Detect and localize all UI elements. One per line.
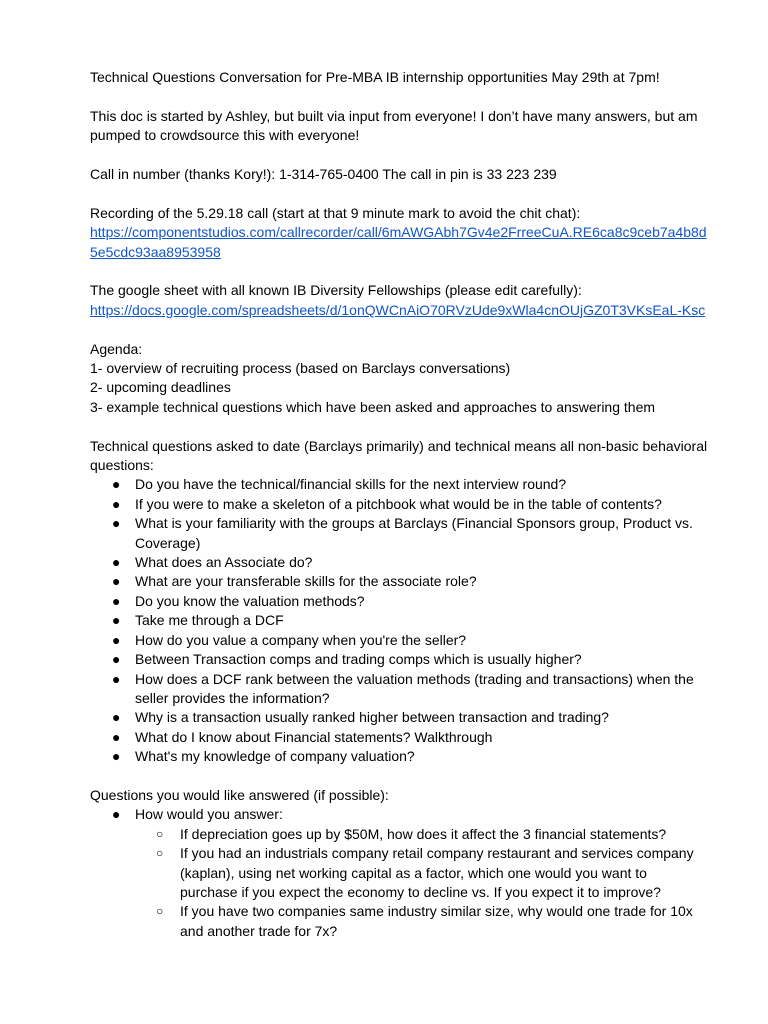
bullet-icon: ●	[112, 612, 121, 629]
sub-list-item: ○ If you have two companies same industry similar size, why would one trade for 10x and another trade for 7x?	[156, 903, 693, 939]
sub-list-item: ○ If depreciation goes up by $50M, how does it affect the 3 financial statements?	[90, 825, 708, 844]
bullet-icon: ●	[112, 631, 121, 648]
intro-paragraph: This doc is started by Ashley, but built via input from everyone! I don’t have many answers, but am pumped to crowdsource this with everyone!	[90, 107, 698, 144]
bullet-icon: ●	[112, 592, 121, 609]
agenda-item: 3- example technical questions which have been asked and approaches to answering them	[90, 398, 656, 415]
list-item: ● Why is a transaction usually ranked higher between transaction and trading?	[90, 708, 708, 727]
list-item: ● Take me through a DCF	[90, 611, 708, 630]
questions-section	[90, 786, 708, 941]
bullet-icon: ●	[112, 495, 121, 512]
list-item: ● What do I know about Financial statements? Walkthrough	[90, 728, 708, 747]
call-in-info: Call in number (thanks Kory!): 1-314-765-0400 The call in pin is 33 223 239	[90, 166, 557, 182]
agenda-section	[90, 340, 708, 418]
list-item: ● Do you know the valuation methods?	[90, 592, 708, 611]
recording-section	[90, 204, 708, 262]
bullet-icon: ●	[112, 748, 121, 765]
list-item: ● How would you answer: ○ If depreciation goes up by $50M, how does it affect the 3 financial statements? ○ If you had an industrials company retail company restaurant and services company (kaplan), using net working capital as a factor, which one would you want to purchase if you expect the economy to decline vs. If you expect it to improve? ○ If you have two companies same industry similar size, why would one trade for 10x and another trade for 7x?	[90, 805, 708, 941]
circle-bullet-icon: ○	[156, 826, 164, 841]
bullet-icon: ●	[112, 709, 121, 726]
questions-heading: Questions you would like answered (if possible):	[90, 786, 389, 803]
list-item: ● If you were to make a skeleton of a pitchbook what would be in the table of contents?	[90, 495, 708, 514]
sheet-section	[90, 281, 708, 320]
recording-link[interactable]: https://componentstudios.com/callrecorder/call/6mAWGAbh7Gv4e2FrreeCuA.RE6ca8c9ceb7a4b8d5e5cdc93aa8953958	[90, 224, 707, 260]
bullet-icon: ●	[112, 554, 121, 571]
bullet-icon: ●	[112, 651, 121, 668]
agenda-heading: Agenda:	[90, 340, 143, 357]
agenda-item: 2- upcoming deadlines	[90, 379, 231, 396]
sheet-label: The google sheet with all known IB Diversity Fellowships (please edit carefully):	[90, 282, 582, 299]
questions-list	[90, 805, 708, 941]
agenda-item: 1- overview of recruiting process (based on Barclays conversations)	[90, 360, 511, 377]
bullet-icon: ●	[112, 476, 121, 493]
technical-section	[90, 437, 708, 767]
bullet-icon: ●	[112, 515, 121, 532]
list-item: ● What's my knowledge of company valuation?	[90, 747, 708, 766]
bullet-icon: ●	[112, 806, 121, 823]
circle-bullet-icon: ○	[156, 904, 164, 919]
circle-bullet-icon: ○	[156, 846, 164, 861]
doc-title: Technical Questions Conversation for Pre-MBA IB internship opportunities May 29th at 7pm!	[90, 69, 660, 85]
bullet-icon: ●	[112, 573, 121, 590]
sub-list-item: ○ If you had an industrials company retail company restaurant and services company (kaplan), using net working capital as a factor, which one would you want to purchase if you expect the economy to decline vs. If you expect it to improve?	[156, 845, 694, 900]
technical-heading: Technical questions asked to date (Barclays primarily) and technical means all non-basic behavioral questions:	[90, 437, 708, 474]
bullet-icon: ●	[112, 670, 121, 687]
sub-question-list	[135, 825, 708, 941]
list-item: ● What is your familiarity with the groups at Barclays (Financial Sponsors group, Product vs. Coverage)	[112, 515, 693, 551]
list-item: ● What does an Associate do?	[90, 553, 708, 572]
recording-label: Recording of the 5.29.18 call (start at that 9 minute mark to avoid the chit chat):	[90, 204, 581, 221]
list-item: ● Between Transaction comps and trading comps which is usually higher?	[90, 650, 708, 669]
sheet-link[interactable]: https://docs.google.com/spreadsheets/d/1onQWCnAiO70RVzUde9xWla4cnOUjGZ0T3VKsEaL-Ksc	[90, 301, 706, 318]
technical-list	[90, 475, 708, 766]
list-item: ● What are your transferable skills for the associate role?	[90, 572, 708, 591]
bullet-icon: ●	[112, 728, 121, 745]
list-item: ● How does a DCF rank between the valuation methods (trading and transactions) when the seller provides the information?	[112, 670, 694, 706]
list-item: ● How do you value a company when you're the seller?	[90, 631, 708, 650]
list-item: ● Do you have the technical/financial skills for the next interview round?	[90, 475, 708, 494]
